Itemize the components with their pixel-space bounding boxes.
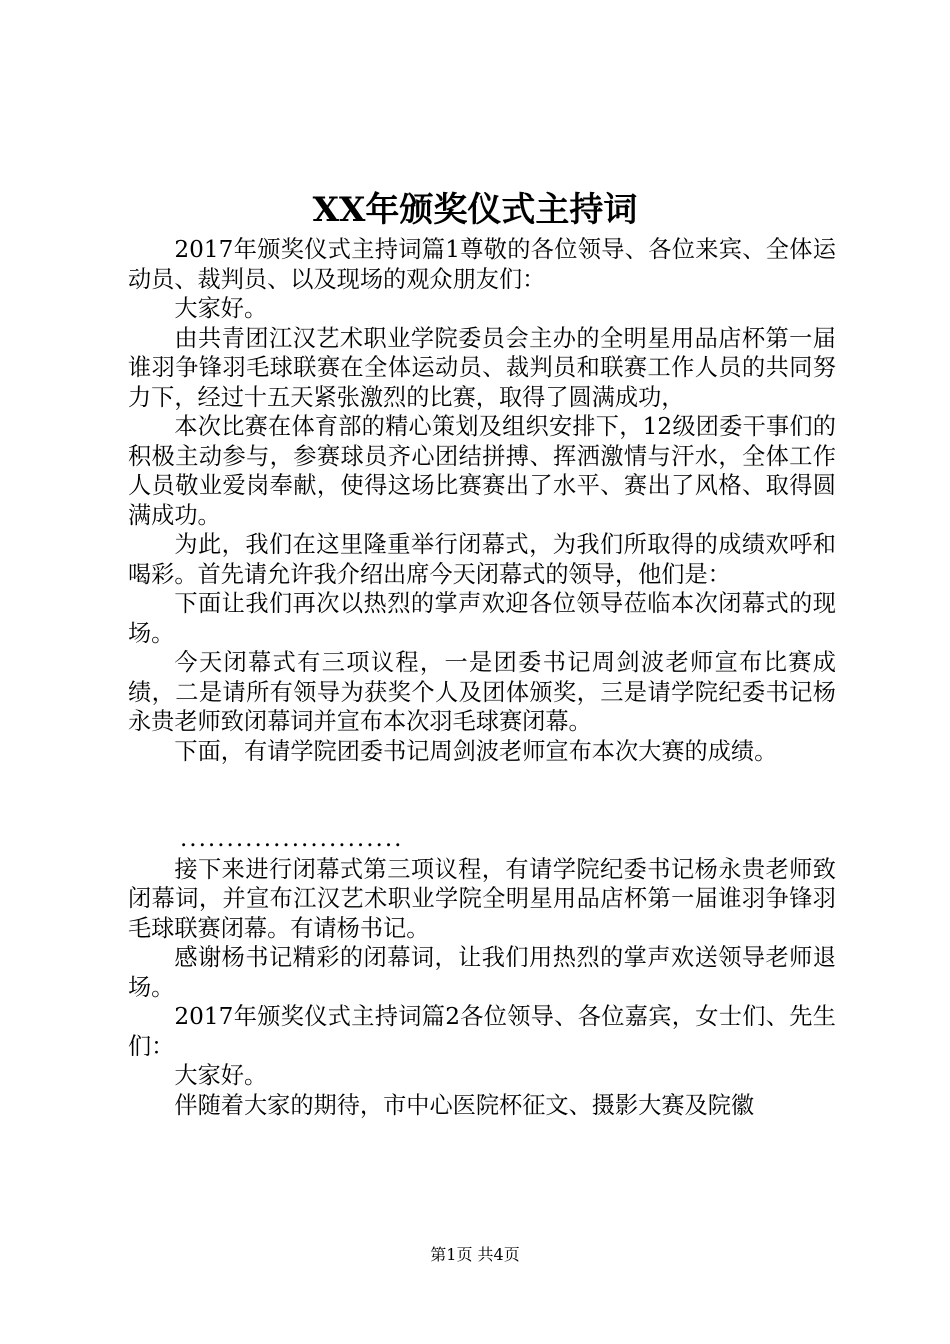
paragraph-2: 大家好。 [174, 295, 268, 322]
paragraph-10: 感谢杨书记精彩的闭幕词，让我们用热烈的掌声欢送领导老师退场。 [128, 944, 836, 1001]
page-number-footer: 第1页 共4页 [430, 1245, 520, 1264]
blank-gap [128, 766, 836, 825]
paragraph-4: 本次比赛在体育部的精心策划及组织安排下，12级团委干事们的积极主动参与，参赛球员齐心团结拼搏、挥洒激情与汗水，全体工作人员敬业爱岗奉献，使得这场比赛赛出了水平、赛出了风格、取得圆满成功。 [128, 413, 836, 529]
paragraph-8: 下面，有请学院团委书记周剑波老师宣布本次大赛的成绩。 [174, 737, 778, 765]
paragraph-5: 为此，我们在这里隆重举行闭幕式，为我们所取得的成绩欢呼和喝彩。首先请允许我介绍出席今天闭幕式的领导，他们是： [128, 531, 836, 588]
ellipsis-line: ........................ [180, 826, 404, 852]
paragraph-11: 2017年颁奖仪式主持词篇2各位领导、各位嘉宾，女士们、先生们： [128, 1003, 836, 1060]
paragraph-9: 接下来进行闭幕式第三项议程，有请学院纪委书记杨永贵老师致闭幕词，并宣布江汉艺术职业学院全明星用品店杯第一届谁羽争锋羽毛球联赛闭幕。有请杨书记。 [128, 855, 836, 942]
paragraph-12: 大家好。 [174, 1062, 268, 1089]
document-body [128, 235, 836, 1120]
paragraph-3: 由共青团江汉艺术职业学院委员会主办的全明星用品店杯第一届谁羽争锋羽毛球联赛在全体运动员、裁判员和联赛工作人员的共同努力下，经过十五天紧张激烈的比赛，取得了圆满成功， [128, 324, 836, 411]
paragraph-1: 2017年颁奖仪式主持词篇1尊敬的各位领导、各位来宾、全体运动员、裁判员、以及现场的观众朋友们： [128, 236, 836, 293]
document-title: XX年颁奖仪式主持词 [312, 190, 638, 230]
paragraph-6: 下面让我们再次以热烈的掌声欢迎各位领导莅临本次闭幕式的现场。 [128, 590, 836, 647]
paragraph-7: 今天闭幕式有三项议程，一是团委书记周剑波老师宣布比赛成绩，二是请所有领导为获奖个人及团体颁奖，三是请学院纪委书记杨永贵老师致闭幕词并宣布本次羽毛球赛闭幕。 [128, 649, 836, 735]
paragraph-13: 伴随着大家的期待，市中心医院杯征文、摄影大赛及院徽 [174, 1091, 755, 1119]
